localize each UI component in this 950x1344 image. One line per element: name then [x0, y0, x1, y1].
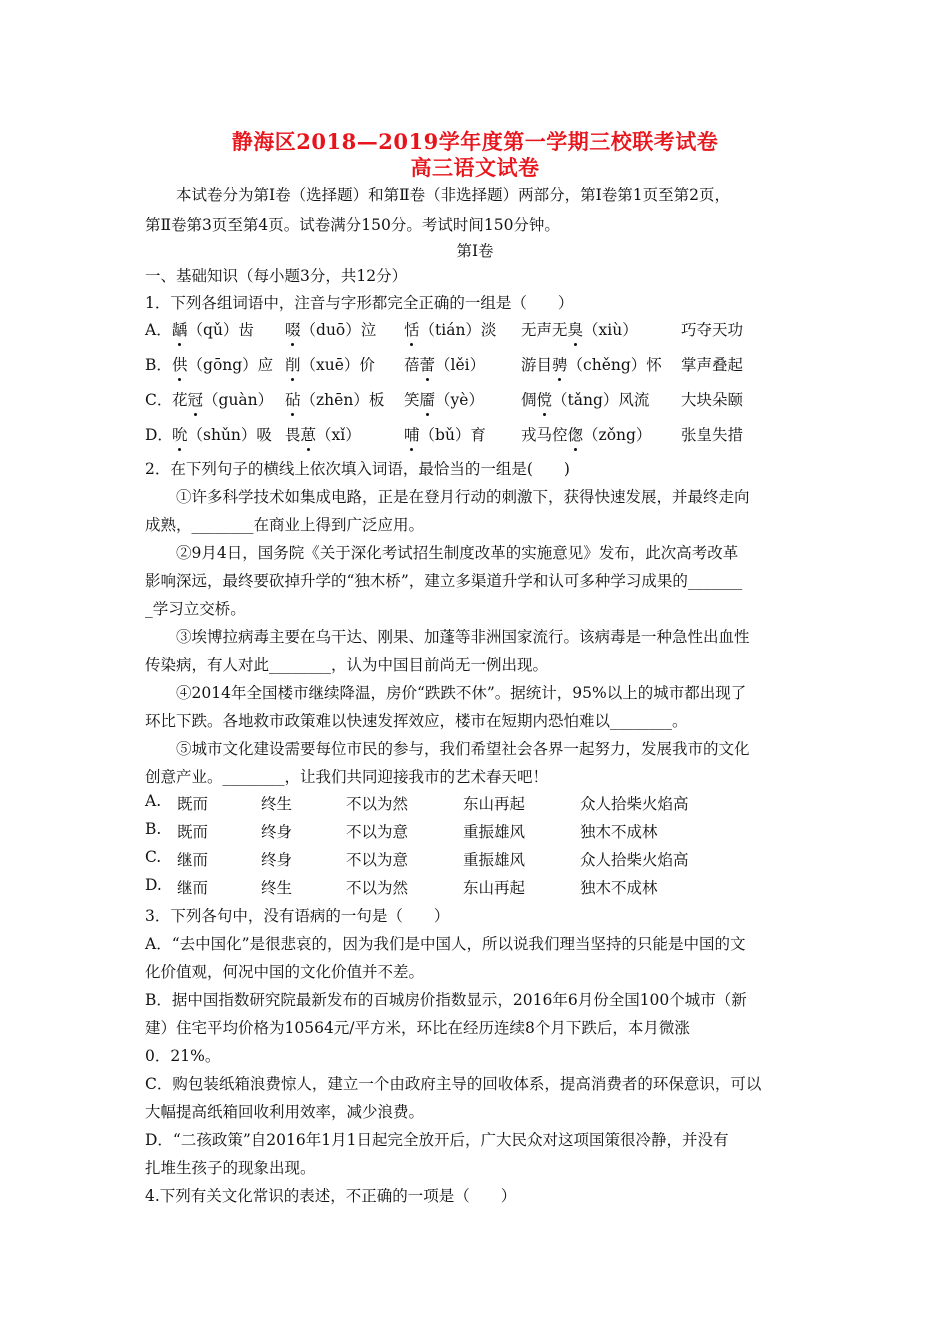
- choice-5: 独木不成林: [580, 823, 658, 841]
- word-4: 戎马倥偬（zǒng）: [521, 423, 651, 445]
- q3-option-c-cont: 大幅提高纸箱回收利用效率，减少浪费。: [145, 1103, 425, 1121]
- option-label: C．: [145, 391, 173, 409]
- option-label: D.: [145, 876, 162, 894]
- q1-stem: 1．下列各组词语中，注音与字形都完全正确的一组是（ ）: [145, 294, 574, 312]
- choice-2: 终身: [261, 851, 293, 869]
- exam-subtitle: 高三语文试卷: [410, 155, 540, 180]
- word-5: 张皇失措: [681, 426, 744, 444]
- option-label: A.: [145, 792, 162, 810]
- word-2: 畏葸（xǐ）: [285, 423, 361, 445]
- choice-3: 不以为意: [346, 851, 409, 869]
- word-2: 啜（duō）泣: [285, 318, 376, 340]
- option-label: A．: [145, 321, 172, 339]
- choice-4: 重振雄风: [463, 851, 526, 869]
- q3-option-b-cont: 建）住宅平均价格为10564元/平方米，环比在经历连续8个月下跌后，本月微涨: [145, 1019, 690, 1037]
- q4-stem: 4.下列有关文化常识的表述，不正确的一项是（ ）: [145, 1187, 517, 1205]
- choice-2: 终生: [261, 795, 293, 813]
- q2-sentence-2-end: _学习立交桥。: [145, 600, 246, 618]
- choice-1: 既而: [177, 795, 209, 813]
- q2-sentence-4: ④2014年全国楼市继续降温，房价“跌跌不休”。据统计，95%以上的城市都出现了: [176, 684, 747, 702]
- q3-option-d-cont: 扎堆生孩子的现象出现。: [145, 1159, 316, 1177]
- q2-stem: 2．在下列句子的横线上依次填入词语，最恰当的一组是( ): [145, 460, 570, 478]
- word-4: 无声无臭（xiù）: [521, 318, 638, 340]
- intro-line-2: 第Ⅱ卷第3页至第4页。试卷满分150分。考试时间150分钟。: [145, 216, 560, 234]
- choice-1: 继而: [177, 879, 209, 897]
- exam-title: 静海区2018—2019学年度第一学期三校联考试卷: [231, 129, 719, 154]
- choice-5: 众人拾柴火焰高: [580, 795, 689, 813]
- word-1: 供（gōng）应: [172, 353, 273, 375]
- word-3: 蓓蕾（lěi）: [404, 353, 485, 375]
- word-4: 游目骋（chěng）怀: [521, 353, 662, 375]
- q2-sentence-4-cont: 环比下跌。各地救市政策难以快速发挥效应，楼市在短期内恐怕难以________。: [145, 712, 688, 730]
- section-heading: 一、基础知识（每小题3分，共12分）: [145, 267, 408, 285]
- q3-stem: 3．下列各句中，没有语病的一句是（ ）: [145, 907, 450, 925]
- option-label: B.: [145, 820, 162, 838]
- option-label: D．: [145, 426, 173, 444]
- q2-sentence-3-cont: 传染病，有人对此________，认为中国目前尚无一例出现。: [145, 656, 549, 674]
- q3-option-a-cont: 化价值观，何况中国的文化价值并不差。: [145, 963, 425, 981]
- option-label: C.: [145, 848, 162, 866]
- word-5: 巧夺天功: [681, 321, 744, 339]
- choice-4: 重振雄风: [463, 823, 526, 841]
- word-5: 大块朵颐: [681, 391, 744, 409]
- q2-sentence-5-cont: 创意产业。________，让我们共同迎接我市的艺术春天吧！: [145, 768, 549, 786]
- word-1: 花冠（guàn）: [172, 388, 273, 410]
- q2-sentence-5: ⑤城市文化建设需要每位市民的参与，我们希望社会各界一起努力，发展我市的文化: [176, 740, 750, 758]
- q3-option-d[interactable]: D．“二孩政策”自2016年1月1日起完全放开后，广大民众对这项国策很冷静，并没有: [145, 1131, 729, 1149]
- q3-option-b[interactable]: B．据中国指数研究院最新发布的百城房价指数显示，2016年6月份全国100个城市（新: [145, 991, 747, 1009]
- word-3: 哺（bǔ）育: [404, 423, 486, 445]
- choice-1: 既而: [177, 823, 209, 841]
- word-1: 龋（qǔ）齿: [172, 318, 254, 340]
- choice-2: 终生: [261, 879, 293, 897]
- choice-2: 终身: [261, 823, 293, 841]
- volume-label: 第Ⅰ卷: [456, 242, 494, 260]
- word-1: 吮（shǔn）吸: [172, 423, 272, 445]
- q3-option-b-end: 0．21%。: [145, 1047, 221, 1065]
- choice-5: 独木不成林: [580, 879, 658, 897]
- choice-5: 众人拾柴火焰高: [580, 851, 689, 869]
- choice-1: 继而: [177, 851, 209, 869]
- q2-sentence-3: ③埃博拉病毒主要在乌干达、刚果、加蓬等非洲国家流行。该病毒是一种急性出血性: [176, 628, 750, 646]
- word-5: 掌声叠起: [681, 356, 744, 374]
- q2-sentence-2-cont: 影响深远，最终要砍掉升学的“独木桥”，建立多渠道升学和认可多种学习成果的_______: [145, 572, 743, 590]
- q2-sentence-1: ①许多科学技术如集成电路，正是在登月行动的刺激下，获得快速发展，并最终走向: [176, 488, 750, 506]
- q2-sentence-1-cont: 成熟，________在商业上得到广泛应用。: [145, 516, 425, 534]
- q2-sentence-2: ②9月4日，国务院《关于深化考试招生制度改革的实施意见》发布，此次高考改革: [176, 544, 739, 562]
- choice-4: 东山再起: [463, 795, 526, 813]
- q3-option-a[interactable]: A．“去中国化”是很悲哀的，因为我们是中国人，所以说我们理当坚持的只能是中国的文: [145, 935, 746, 953]
- word-2: 砧（zhēn）板: [285, 388, 384, 410]
- option-label: B．: [145, 356, 172, 374]
- choice-3: 不以为然: [346, 795, 409, 813]
- choice-3: 不以为意: [346, 823, 409, 841]
- intro-line-1: 本试卷分为第Ⅰ卷（选择题）和第Ⅱ卷（非选择题）两部分，第Ⅰ卷第1页至第2页，: [176, 186, 731, 204]
- word-3: 恬（tián）淡: [404, 318, 496, 340]
- choice-4: 东山再起: [463, 879, 526, 897]
- word-4: 倜傥（tǎng）风流: [521, 388, 649, 410]
- word-3: 笑靥（yè）: [404, 388, 484, 410]
- choice-3: 不以为然: [346, 879, 409, 897]
- q3-option-c[interactable]: C．购包装纸箱浪费惊人，建立一个由政府主导的回收体系，提高消费者的环保意识，可以: [145, 1075, 762, 1093]
- word-2: 削（xuē）价: [285, 353, 375, 375]
